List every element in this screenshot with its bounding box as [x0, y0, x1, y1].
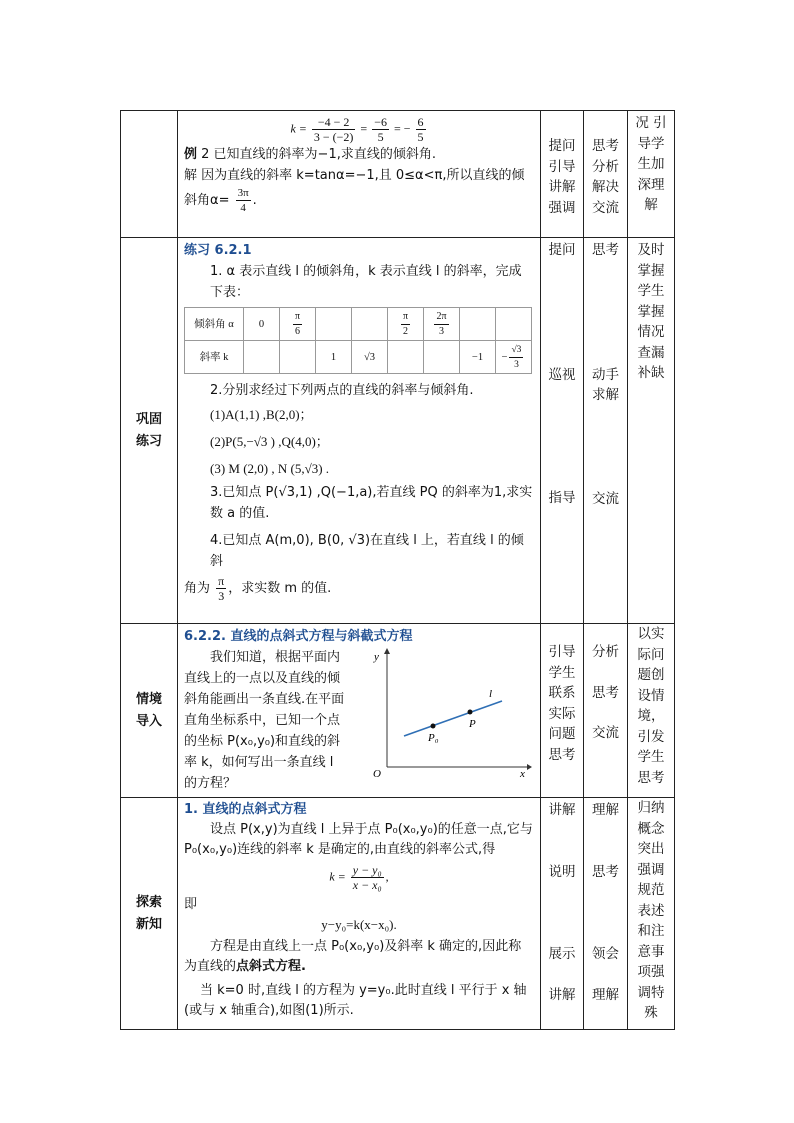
row-intro — [121, 624, 675, 798]
point-p — [468, 710, 473, 715]
practice-q2a: (1)A(1,1) ,B(2,0)； — [210, 407, 313, 422]
row4-teacher-b: 说明 — [548, 863, 576, 880]
row2-teacher-b: 巡视 — [548, 366, 576, 383]
row4-teacher-c: 展示 — [548, 946, 576, 962]
intro-title: 6.2.2. 直线的点斜式方程与斜截式方程 — [184, 629, 413, 644]
angle-cell — [316, 308, 352, 341]
formula-f3-num: 6 — [417, 115, 424, 129]
example-2 — [184, 144, 534, 165]
row4-student-a: 理解 — [592, 802, 619, 818]
origin-label: O — [373, 768, 381, 779]
row-practice — [121, 238, 675, 624]
row4-purpose: 归纳概念突出强调规范表述和注意事项强调特殊 — [637, 800, 665, 1021]
x-label: x — [520, 768, 525, 779]
solution-frac-den: 4 — [240, 202, 246, 214]
slope-formula — [178, 111, 540, 144]
angle-slope-table — [184, 307, 532, 374]
point-slope-eq: y−y₀=k(x−x₀). — [321, 917, 397, 932]
f2-den: x − x₀ — [352, 878, 382, 892]
row2-teacher-a: 提问 — [548, 242, 576, 258]
row3-student-b: 思考 — [592, 684, 619, 701]
practice-q2: 2.分别求经过下列两点的直线的斜率与倾斜角. — [210, 383, 474, 398]
slope-cell: 1 — [316, 341, 352, 374]
angle-cell — [460, 308, 496, 341]
solution-label: 解 — [184, 168, 198, 183]
q4-frac-den: 3 — [218, 589, 225, 603]
explore-p2-bold: 点斜式方程. — [236, 959, 306, 974]
solution-text: 因为直线的斜率 k=tanα=−1,且 0≤α<π,所以直线的倾 — [197, 168, 525, 183]
f2-num: y − y₀ — [352, 863, 382, 877]
line-label: l — [489, 688, 493, 700]
f2-tail: , — [385, 869, 389, 884]
solution-text2: 斜角α= — [184, 193, 230, 208]
angle-cell: $\frac{\pi}{2}$ — [388, 308, 424, 341]
slope-row-head: 斜率 k — [185, 341, 244, 374]
practice-q4-line2 — [184, 574, 534, 603]
explore-content-cell — [178, 798, 541, 1030]
formula-f1-den: 3 − (−2) — [313, 130, 354, 144]
row-example — [121, 111, 675, 238]
row4-student-c: 领会 — [592, 946, 619, 962]
practice-title: 练习 6.2.1 — [184, 243, 252, 258]
angle-cell — [496, 308, 532, 341]
row4-student-b: 思考 — [592, 863, 619, 880]
formula-f3-den: 5 — [417, 130, 424, 144]
explore-ji: 即 — [184, 897, 198, 912]
lesson-table — [120, 110, 675, 1030]
practice-q1: 1. α 表示直线 l 的倾斜角，k 表示直线 l 的斜率，完成下表： — [210, 264, 522, 300]
row1-purpose: 况 引导学生加深理解 — [635, 115, 667, 213]
x-axis-arrow-icon — [527, 764, 532, 770]
row1-label-cell — [121, 111, 178, 238]
slope-row — [185, 341, 532, 374]
formula-f2-den: 5 — [377, 130, 384, 144]
explore-p3: 当 k=0 时,直线 l 的方程为 y=y₀.此时直线 l 平行于 x 轴(或与 x 轴重合),如图(1)所示. — [184, 983, 527, 1018]
practice-q4c: ，求实数 m 的值. — [228, 581, 332, 596]
formula-f2-num: −6 — [374, 115, 387, 129]
formula-eq2: = − — [393, 121, 411, 136]
formula-lhs: k = — [290, 121, 307, 136]
row4-teacher-a: 讲解 — [548, 802, 576, 818]
practice-content-cell — [178, 238, 541, 624]
row4-student-d: 理解 — [592, 986, 619, 1003]
p-label: P — [469, 718, 476, 730]
explore-title: 1. 直线的点斜式方程 — [184, 802, 307, 817]
formula-eq1: = — [360, 121, 368, 136]
line-point-figure — [362, 647, 532, 779]
slope-cell: √3 — [352, 341, 388, 374]
angle-cell: $\frac{\pi}{6}$ — [280, 308, 316, 341]
solution — [184, 165, 534, 186]
line-l — [404, 701, 502, 736]
angle-row — [185, 308, 532, 341]
row1-teacher-activity: 提问引导讲解强调 — [548, 138, 576, 216]
angle-cell: $\frac{2\pi}{3}$ — [424, 308, 460, 341]
explore-p2 — [184, 937, 534, 977]
row3-teacher-activity: 引导学生联系实际问题思考 — [548, 644, 576, 763]
explore-p1: 设点 P(x,y)为直线 l 上异于点 P₀(x₀,y₀)的任意一点,它与 P₀(x₀,y₀)连线的斜率 k 是确定的,由直线的斜率公式,得 — [184, 822, 533, 857]
row2-student-c: 交流 — [592, 490, 619, 507]
slope-cell: − $\frac{√3}{3}$ — [496, 341, 532, 374]
explore-label: 探索新知 — [121, 798, 178, 1030]
f2-lhs: k = — [329, 869, 346, 884]
y-axis-arrow-icon — [384, 648, 390, 654]
practice-q3: 3.已知点 P(√3,1) ,Q(−1,a),若直线 PQ 的斜率为1,求实数 a 的值. — [210, 485, 533, 521]
intro-label: 情境导入 — [121, 624, 178, 798]
angle-cell — [352, 308, 388, 341]
y-label: y — [374, 651, 379, 663]
intro-content-cell — [178, 624, 541, 798]
q4-frac-num: π — [218, 574, 225, 588]
practice-q4: 4.已知点 A(m,0), B(0, √3)在直线 l 上，若直线 l 的倾斜 — [210, 533, 524, 569]
slope-cell — [244, 341, 280, 374]
practice-label: 巩固练习 — [121, 238, 178, 624]
example-label: 例 — [184, 147, 198, 162]
row3-purpose: 以实际问题创设情境，引发学生思考 — [637, 626, 665, 786]
row2-teacher-c: 指导 — [548, 490, 576, 506]
row2-student-a: 思考 — [592, 242, 619, 258]
practice-q4b: 角为 — [184, 581, 211, 596]
explore-p2-text: 方程是由直线上一点 P₀(x₀,y₀)及斜率 k 确定的,因此称为直线的 — [184, 939, 522, 974]
solution-line2: 斜角α= $\frac{3\pi}{4}$ . — [184, 187, 257, 214]
row1-content-cell — [178, 111, 541, 238]
angle-row-head: 倾斜角 α — [185, 308, 244, 341]
angle-cell: 0 — [244, 308, 280, 341]
row2-purpose: 及时掌握学生掌握情况查漏补缺 — [637, 242, 665, 381]
slope-cell — [424, 341, 460, 374]
solution-frac-num: 3π — [237, 187, 249, 199]
slope-formula-2 — [184, 863, 534, 892]
formula-f1-num: −4 − 2 — [312, 115, 356, 130]
row1-student-activity: 思考分析解决交流 — [592, 138, 619, 216]
row3-student-a: 分析 — [592, 644, 619, 660]
row3-student-c: 交流 — [592, 725, 619, 741]
practice-q2b: (2)P(5,−√3 ) ,Q(4,0)； — [210, 434, 329, 449]
row-explore — [121, 798, 675, 1030]
practice-q2c: (3) M (2,0) , N (5,√3) . — [210, 461, 330, 476]
example-text: 2 已知直线的斜率为−1,求直线的倾斜角. — [197, 147, 436, 162]
slope-cell — [388, 341, 424, 374]
intro-text: 我们知道，根据平面内直线上的一点以及直线的倾斜角能画出一条直线.在平面直角坐标系中，已知一个点的坐标 P(x₀,y₀)和直线的斜率 k，如何写出一条直线 l 的方程？ — [184, 650, 345, 791]
row2-student-b: 动手求解 — [592, 366, 619, 403]
slope-cell: −1 — [460, 341, 496, 374]
row4-teacher-d: 讲解 — [548, 986, 576, 1003]
point-p0 — [431, 724, 436, 729]
slope-cell — [280, 341, 316, 374]
p0-label: P₀ — [428, 732, 439, 744]
